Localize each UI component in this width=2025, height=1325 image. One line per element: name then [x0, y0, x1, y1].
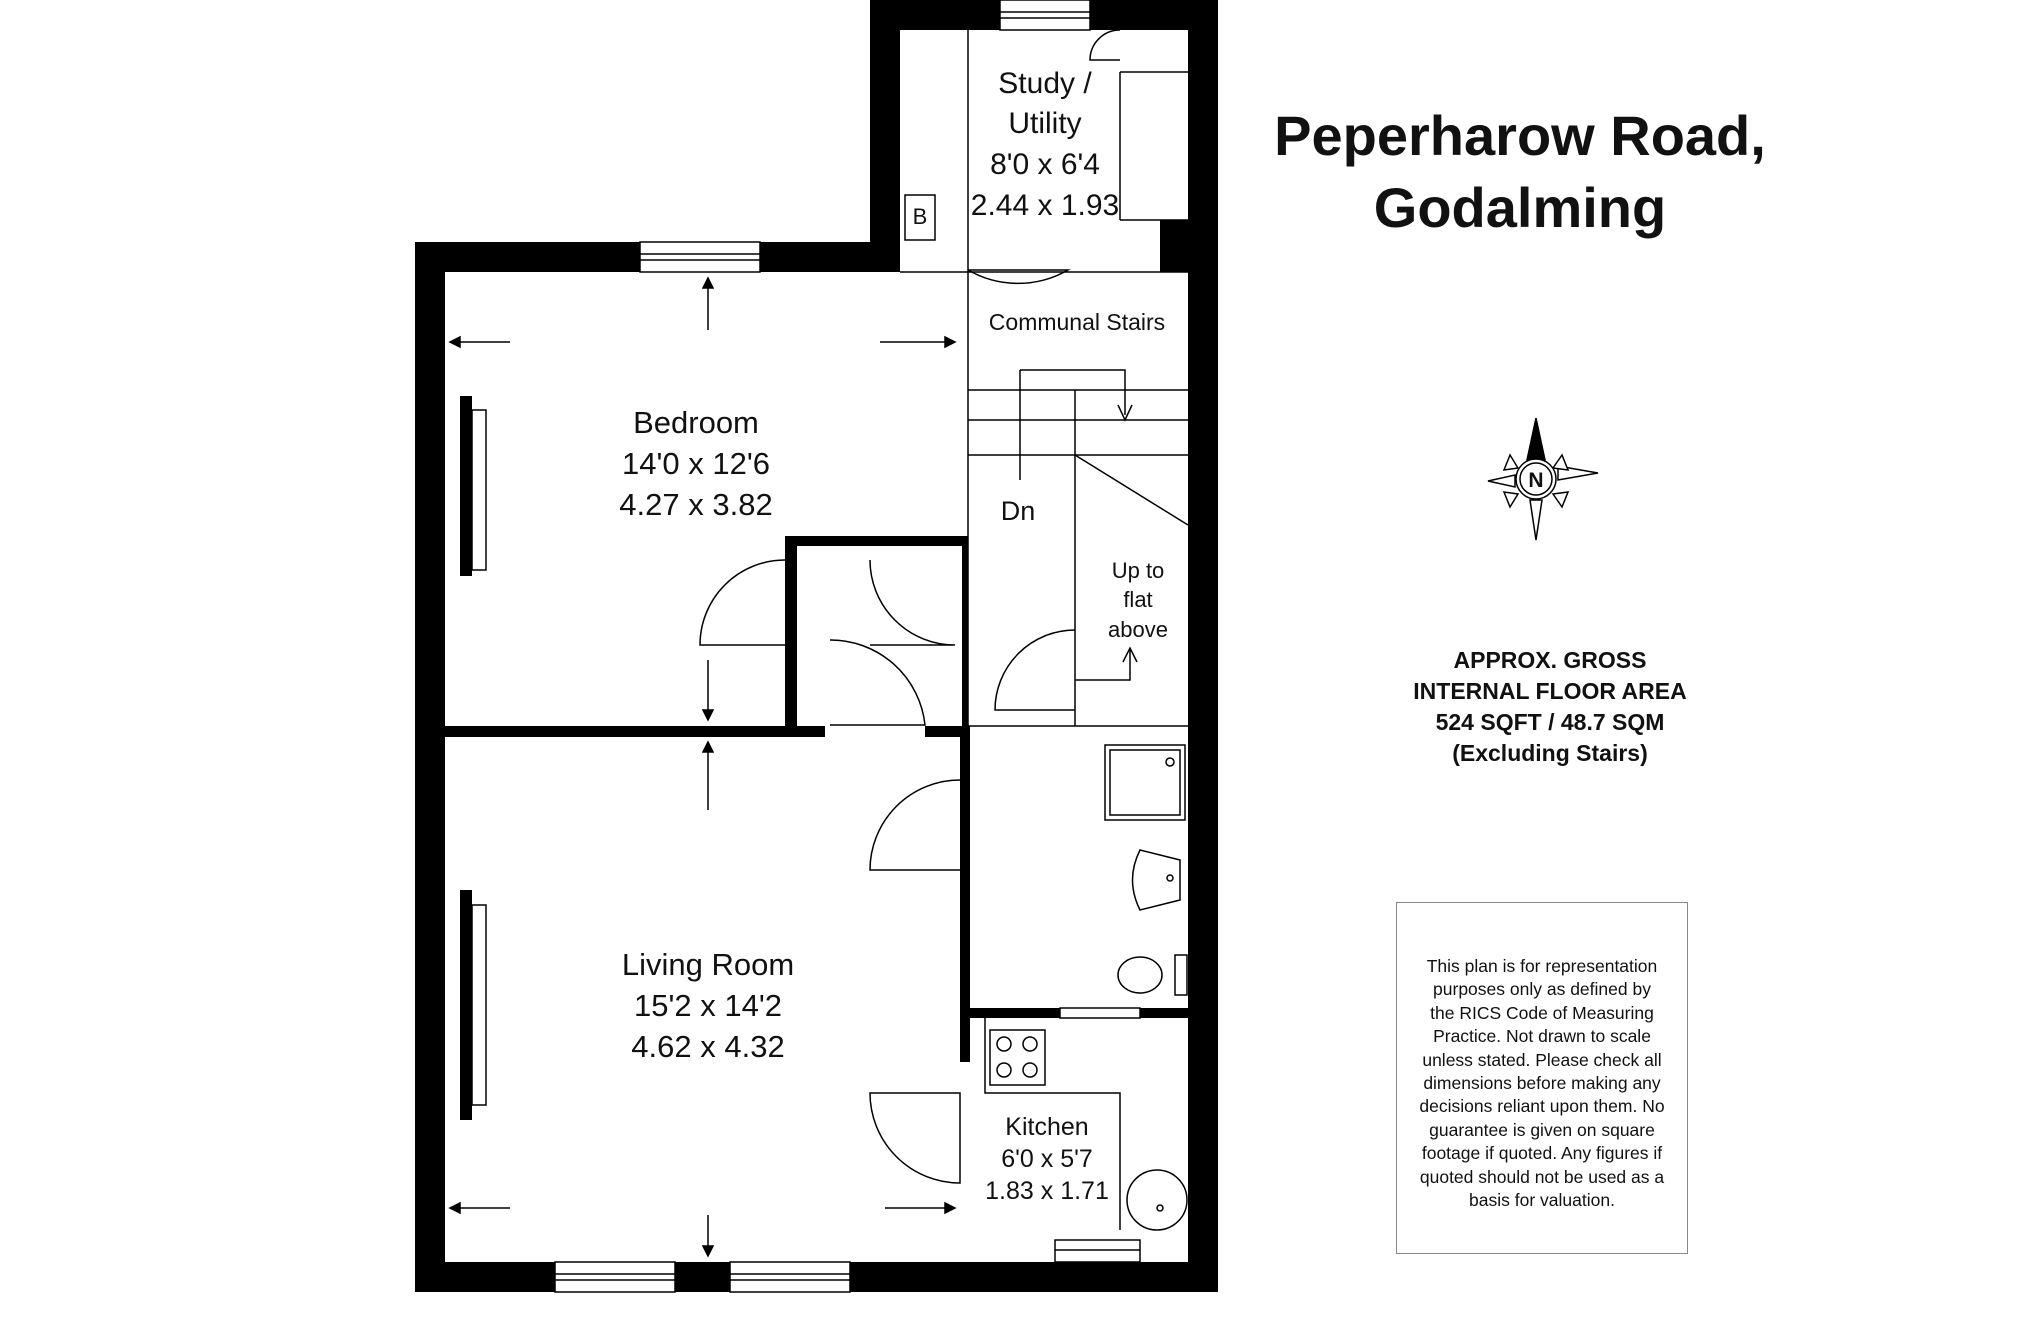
- study-imperial: 8'0 x 6'4: [990, 148, 1100, 181]
- up-label-1: Up to: [1111, 558, 1165, 583]
- bathroom-fixtures: [1105, 745, 1187, 995]
- interior-walls: [445, 536, 1188, 1062]
- property-title-line-2: Godalming: [1373, 176, 1667, 239]
- floor-area-summary: [1380, 645, 1720, 769]
- floor-area-line-1: APPROX. GROSS: [1453, 647, 1647, 673]
- bedroom-name: Bedroom: [633, 405, 759, 440]
- up-label-3: above: [1108, 617, 1168, 642]
- living-room-imperial: 15'2 x 14'2: [633, 988, 783, 1023]
- living-room-metric: 4.62 x 4.32: [631, 1029, 785, 1064]
- property-title: [1240, 100, 1800, 244]
- floor-area-line-2: INTERNAL FLOOR AREA: [1413, 678, 1687, 704]
- kitchen-fixtures: [905, 195, 1187, 1230]
- disclaimer-text: This plan is for representation purposes only as defined by the RICS Code of Measuring Practice. Not drawn to scale unless stated. Please check all dimensions before making any decisions reliant upon them. No guarantee is given on square footage if quoted. Any figures if quoted should not be used as a basis for valuation.: [1419, 956, 1665, 1211]
- up-label-2: flat: [1123, 587, 1153, 612]
- kitchen-name: Kitchen: [1005, 1113, 1089, 1141]
- floor-area-line-3: 524 SQFT / 48.7 SQM: [1435, 709, 1665, 735]
- kitchen-metric: 1.83 x 1.71: [985, 1177, 1109, 1205]
- kitchen-imperial: 6'0 x 5'7: [1001, 1145, 1093, 1173]
- disclaimer-box: [1396, 902, 1688, 1254]
- living-room-name: Living Room: [621, 947, 795, 982]
- communal-stairs-label: Communal Stairs: [988, 309, 1166, 335]
- compass-label: N: [1528, 469, 1544, 492]
- floor-area-line-4: (Excluding Stairs): [1452, 740, 1648, 766]
- bedroom-metric: 4.27 x 3.82: [619, 487, 773, 522]
- property-title-line-1: Peperharow Road,: [1274, 104, 1766, 167]
- study-name-2: Utility: [1008, 107, 1082, 140]
- bedroom-imperial: 14'0 x 12'6: [621, 446, 771, 481]
- study-metric: 2.44 x 1.93: [970, 189, 1120, 222]
- boiler-label: B: [912, 204, 928, 229]
- study-name-1: Study /: [998, 67, 1092, 100]
- down-label: Dn: [1000, 496, 1036, 526]
